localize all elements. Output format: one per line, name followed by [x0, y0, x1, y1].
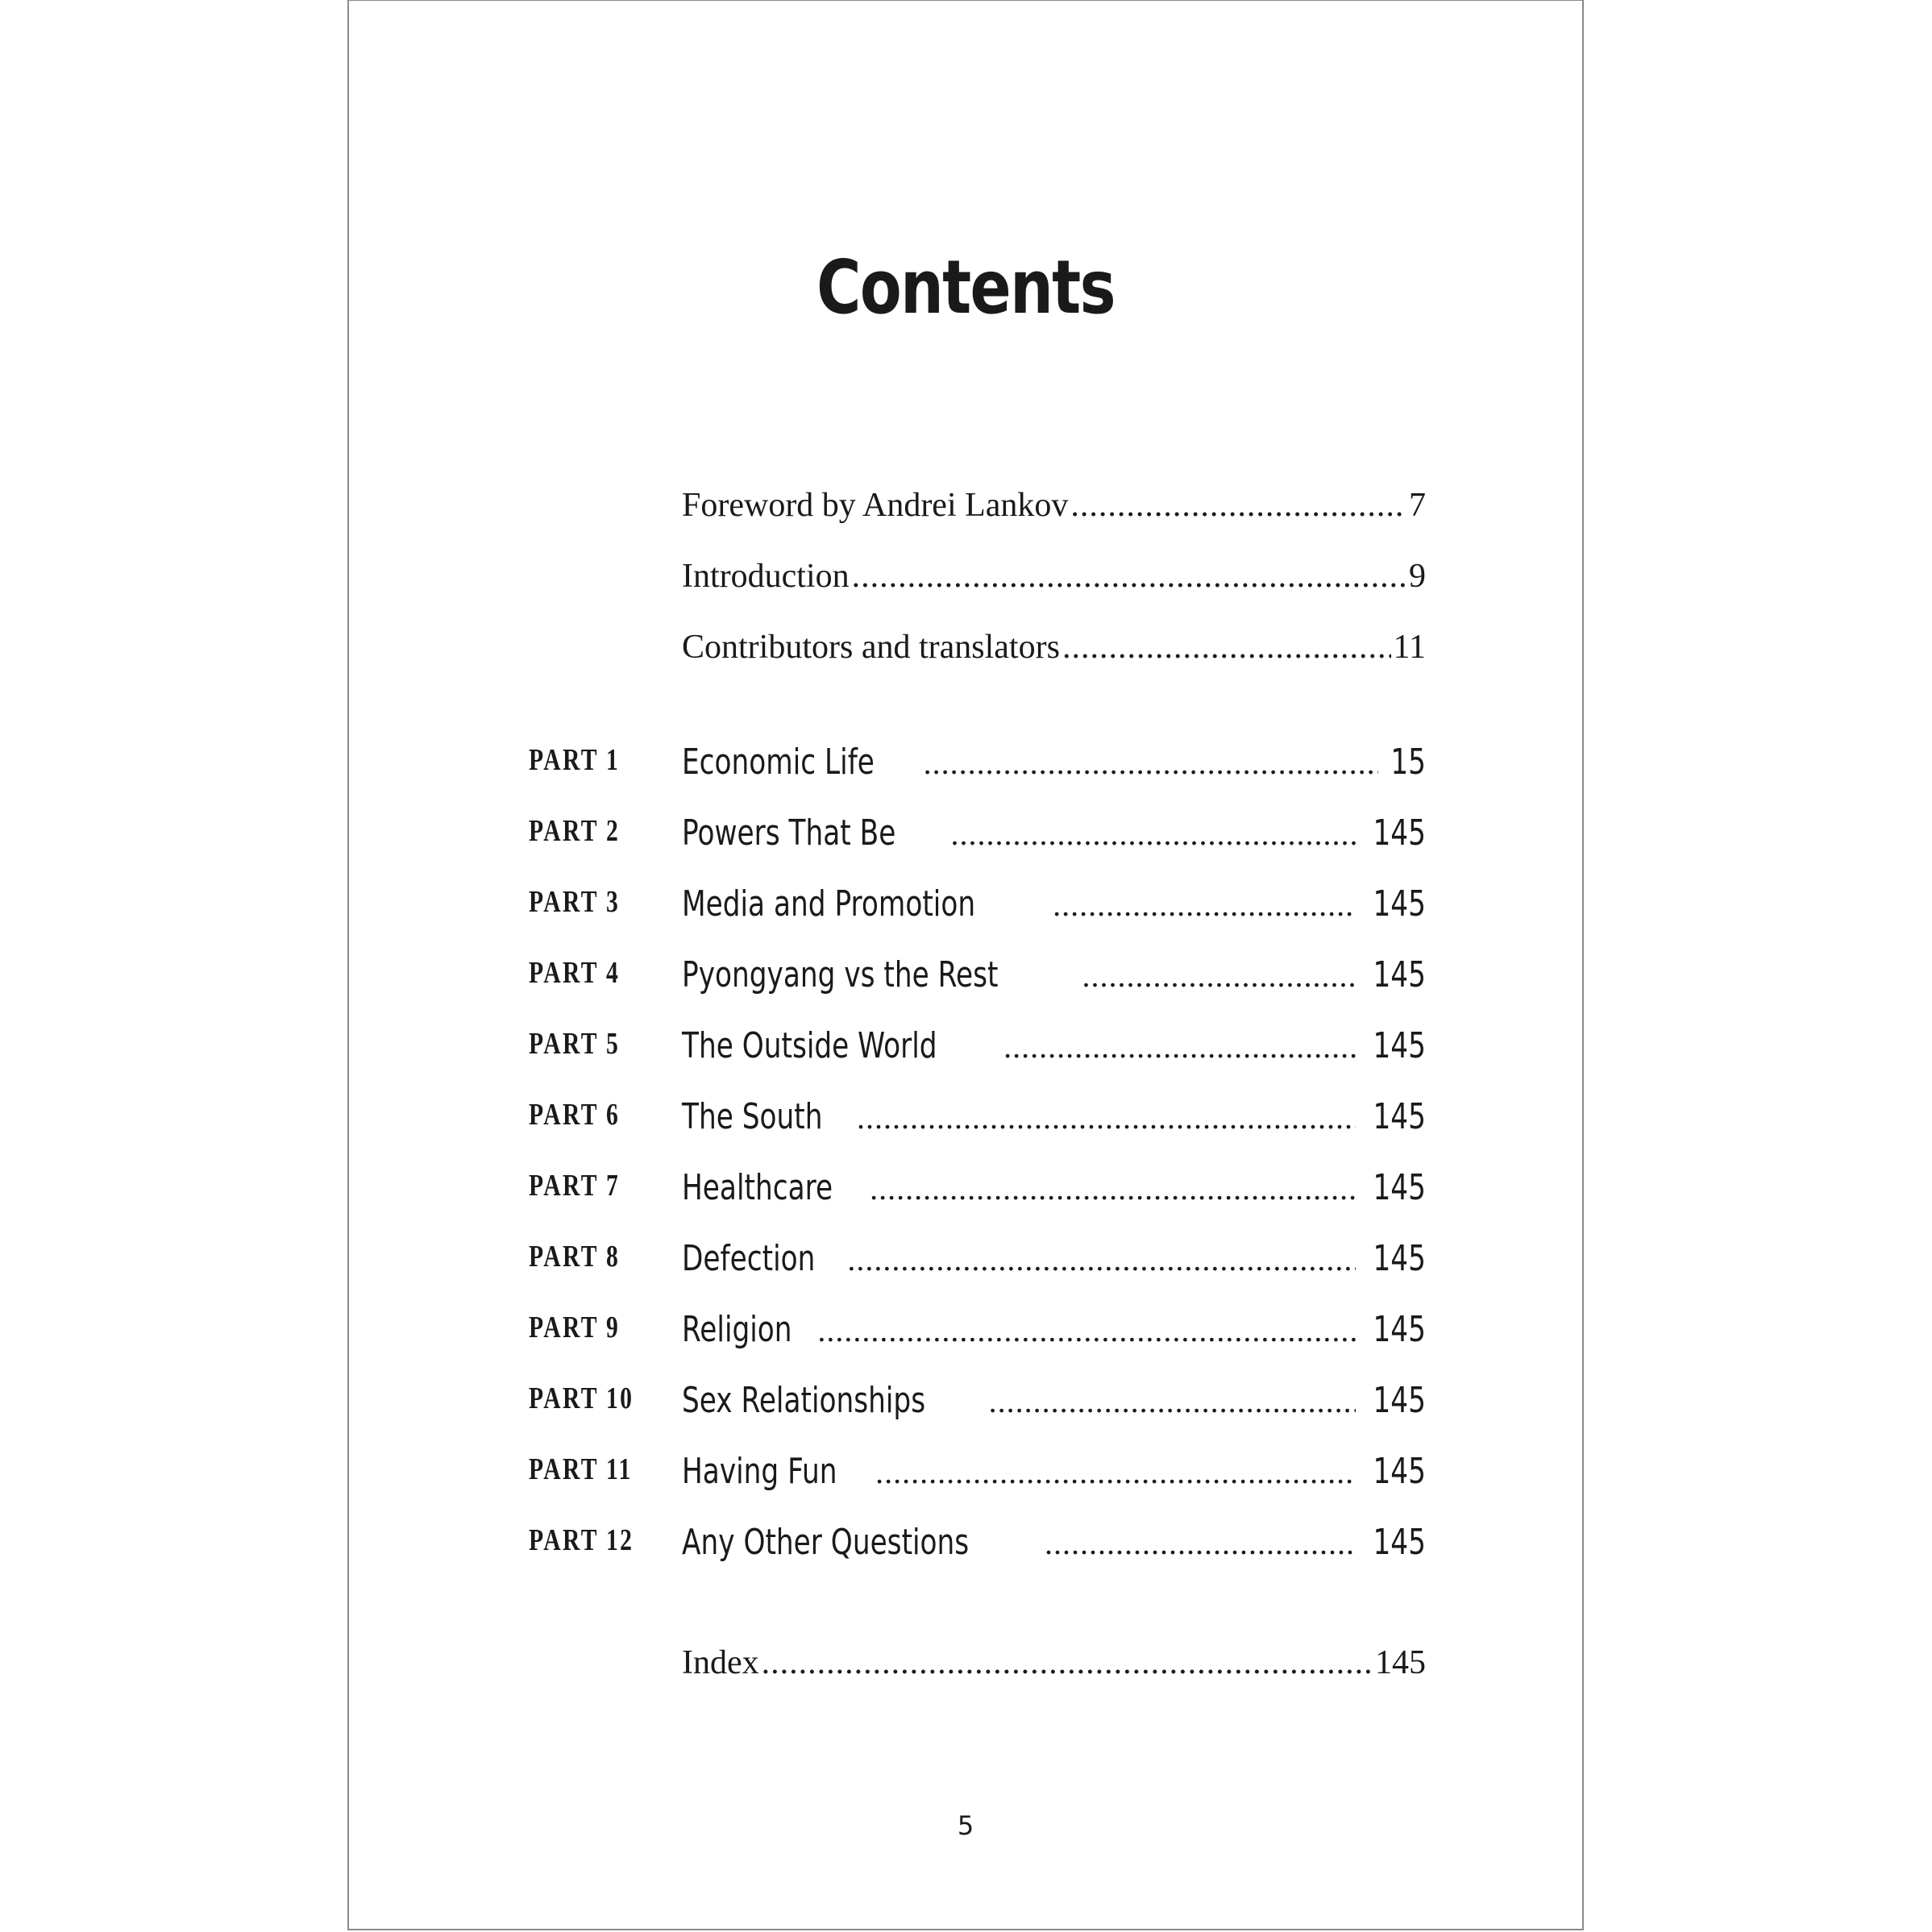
toc-entry-title: Contributors and translators [682, 629, 1060, 666]
toc-entry-line [682, 486, 1426, 525]
leader-dots [762, 1643, 1373, 1682]
toc-page-number: 145 [1373, 954, 1426, 995]
toc-entry-title: Powers That Be [682, 812, 896, 854]
toc-entry-title: Media and Promotion [682, 883, 976, 924]
toc-page-number: 145 [1373, 812, 1426, 854]
toc-entry-line [682, 1096, 1426, 1137]
toc-entry-foreword [349, 476, 1582, 525]
toc-entry-title: Index [682, 1644, 759, 1681]
toc-page-number: 145 [1373, 1522, 1426, 1563]
toc-entry-title: Introduction [682, 558, 850, 595]
toc-entry-line [682, 1167, 1426, 1208]
toc-page-number: 145 [1373, 1451, 1426, 1492]
part-label: PART 1 [529, 743, 621, 777]
toc-entry-line [682, 1238, 1426, 1279]
toc-part-11 [349, 1444, 1582, 1492]
page-number: 5 [957, 1810, 974, 1841]
leader-dots [817, 1311, 1356, 1349]
leader-dots [1003, 1028, 1356, 1066]
leader-dots [857, 1099, 1356, 1136]
toc-page-number: 7 [1409, 487, 1426, 524]
toc-part-5 [349, 1018, 1582, 1066]
toc-entry-line [682, 954, 1426, 995]
toc-entry-line [682, 1451, 1426, 1492]
toc-page-number: 9 [1409, 558, 1426, 595]
leader-dots [870, 1170, 1356, 1207]
toc-entry-line [682, 883, 1426, 924]
toc-part-7 [349, 1160, 1582, 1208]
toc-part-1 [349, 734, 1582, 783]
toc-entry-line [682, 812, 1426, 854]
part-label: PART 2 [529, 814, 621, 848]
leader-dots [847, 1240, 1356, 1278]
leader-dots [852, 557, 1406, 596]
toc-part-12 [349, 1514, 1582, 1563]
toc-entry-title: Pyongyang vs the Rest [682, 954, 999, 995]
toc-entry-line [682, 1643, 1426, 1682]
toc-entry-introduction [349, 547, 1582, 596]
toc-entry-title: The South [682, 1096, 823, 1137]
toc-part-2 [349, 805, 1582, 854]
leader-dots [1053, 886, 1356, 924]
leader-dots [1082, 957, 1356, 995]
toc-entry-title: Economic Life [682, 742, 875, 783]
toc-part-8 [349, 1231, 1582, 1279]
toc-page-number: 145 [1373, 1309, 1426, 1350]
part-label: PART 11 [529, 1452, 633, 1486]
part-label: PART 3 [529, 885, 621, 919]
part-label: PART 12 [529, 1523, 634, 1557]
toc-entry-line [682, 1522, 1426, 1563]
toc-entry-line [682, 742, 1426, 783]
toc-entry-title: Sex Relationships [682, 1380, 926, 1421]
toc-entry-title: Having Fun [682, 1451, 837, 1492]
toc-entry-line [682, 1025, 1426, 1066]
toc-entry-title: Religion [682, 1309, 792, 1350]
toc-entry-title: Healthcare [682, 1167, 833, 1208]
toc-entry-title: The Outside World [682, 1025, 937, 1066]
toc-part-3 [349, 876, 1582, 924]
toc-page-number: 145 [1373, 883, 1426, 924]
toc-page-number: 145 [1373, 1025, 1426, 1066]
leader-dots [1070, 486, 1406, 525]
toc-entry-contributors [349, 618, 1582, 667]
toc-page-number: 145 [1373, 1238, 1426, 1279]
page-title: Contents [816, 244, 1115, 330]
part-label: PART 9 [529, 1311, 621, 1344]
leader-dots [1062, 628, 1391, 667]
leader-dots [924, 744, 1378, 782]
toc-page-number: 145 [1373, 1096, 1426, 1137]
toc-page-number: 145 [1373, 1167, 1426, 1208]
book-page [347, 0, 1584, 1930]
leader-dots [1045, 1524, 1356, 1562]
part-label: PART 5 [529, 1027, 621, 1061]
toc-part-9 [349, 1302, 1582, 1350]
toc-page-number: 11 [1393, 629, 1426, 666]
toc-entry-line [682, 628, 1426, 667]
leader-dots [951, 815, 1357, 853]
toc-entry-title: Foreword by Andrei Lankov [682, 487, 1069, 524]
part-label: PART 6 [529, 1098, 621, 1132]
toc-entry-title: Any Other Questions [682, 1522, 970, 1563]
part-label: PART 7 [529, 1169, 621, 1203]
toc-page-number: 145 [1375, 1644, 1426, 1681]
toc-part-10 [349, 1373, 1582, 1421]
toc-page-number: 145 [1373, 1380, 1426, 1421]
toc-entry-line [682, 1309, 1426, 1350]
toc-part-4 [349, 947, 1582, 995]
toc-entry-index [349, 1634, 1582, 1682]
leader-dots [989, 1382, 1356, 1420]
part-label: PART 8 [529, 1240, 621, 1273]
toc-entry-title: Defection [682, 1238, 816, 1279]
part-label: PART 10 [529, 1381, 634, 1415]
toc-page-number: 15 [1390, 742, 1426, 783]
toc-entry-line [682, 557, 1426, 596]
toc-part-6 [349, 1089, 1582, 1137]
toc-entry-line [682, 1380, 1426, 1421]
leader-dots [875, 1453, 1356, 1491]
part-label: PART 4 [529, 956, 621, 990]
